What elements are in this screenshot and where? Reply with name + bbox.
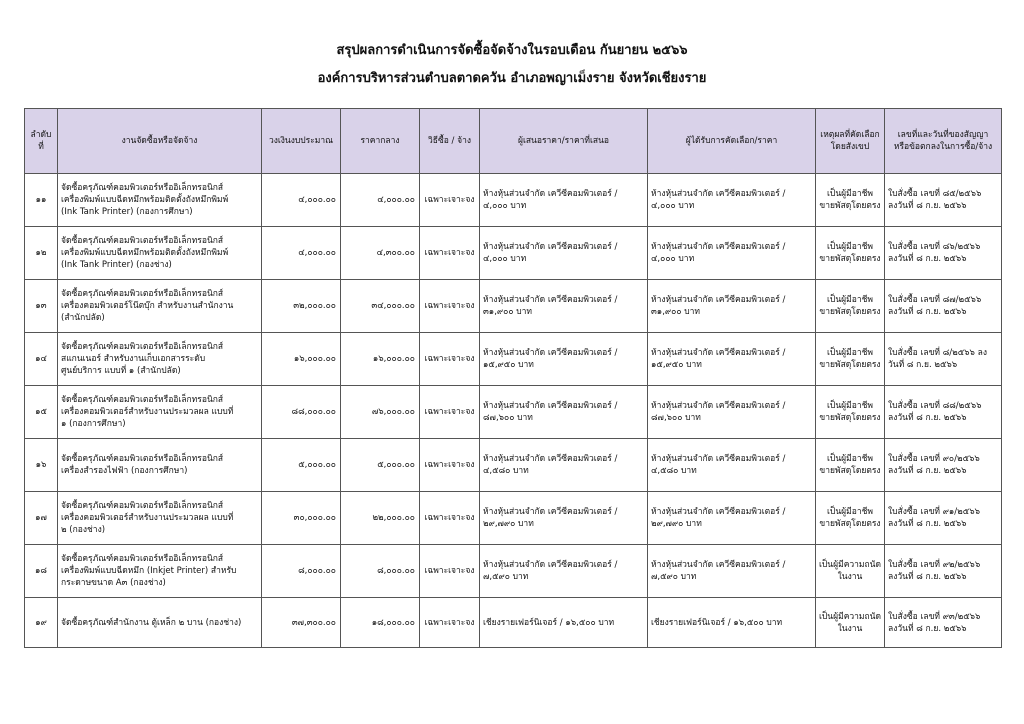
bidder-price — [480, 545, 648, 598]
item-description — [58, 598, 262, 648]
row-number-text: ๑๖ — [35, 460, 47, 470]
header-selected: ผู้ได้รับการคัดเลือก/ราคา — [648, 109, 816, 174]
bidder-price — [480, 439, 648, 492]
procurement-method — [420, 333, 480, 386]
selected-vendor-text: ห้างหุ้นส่วนจำกัด เควีซีคอมพิวเตอร์ / ๒๙,๗๙๐ บาท — [651, 507, 786, 529]
header-method: วิธีซื้อ / จ้าง — [420, 109, 480, 174]
item-description-text: จัดซื้อครุภัณฑ์คอมพิวเตอร์หรืออิเล็กทรอนิกส์ เครื่องพิมพ์แบบฉีดหมึกพร้อมติดตั้งถังหมึกพิมพ์ (Ink Tank Printer) (กองการศึกษา) — [61, 183, 229, 217]
selection-reason — [816, 439, 885, 492]
bidder-price — [480, 598, 648, 648]
procurement-method — [420, 545, 480, 598]
bidder-price-text: ห้างหุ้นส่วนจำกัด เควีซีคอมพิวเตอร์ / ๔,๕๘๐ บาท — [483, 454, 618, 476]
median-price — [341, 439, 420, 492]
median-price-text: ๔,๐๐๐.๐๐ — [377, 195, 415, 205]
procurement-method-text: เฉพาะเจาะจง — [424, 301, 475, 311]
contract-reference — [885, 598, 1002, 648]
contract-reference — [885, 174, 1002, 227]
selected-vendor — [648, 280, 816, 333]
contract-reference — [885, 545, 1002, 598]
item-description — [58, 386, 262, 439]
median-price-text: ๕,๐๐๐.๐๐ — [377, 460, 415, 470]
contract-reference-text: ใบสั่งซื้อ เลขที่ ๙๓/๒๕๖๖ ลงวันที่ ๘ ก.ย. ๒๕๖๖ — [888, 611, 981, 634]
selected-vendor-text: ห้างหุ้นส่วนจำกัด เควีซีคอมพิวเตอร์ / ๗,๕๙๐ บาท — [651, 560, 786, 582]
item-description — [58, 333, 262, 386]
header-row — [25, 109, 1002, 174]
selected-vendor — [648, 439, 816, 492]
procurement-method-text: เฉพาะเจาะจง — [424, 354, 475, 364]
row-number-text: ๑๗ — [35, 513, 47, 523]
selected-vendor-text: ห้างหุ้นส่วนจำกัด เควีซีคอมพิวเตอร์ / ๔,๐๐๐ บาท — [651, 189, 786, 211]
selected-vendor — [648, 598, 816, 648]
procurement-method — [420, 439, 480, 492]
budget-amount-text: ๓๒,๐๐๐.๐๐ — [293, 301, 336, 311]
bidder-price-text: ห้างหุ้นส่วนจำกัด เควีซีคอมพิวเตอร์ / ๗,๕๙๐ บาท — [483, 560, 618, 582]
median-price-text: ๑๘,๐๐๐.๐๐ — [371, 617, 415, 628]
selection-reason — [816, 227, 885, 280]
procurement-method — [420, 386, 480, 439]
row-number — [25, 439, 58, 492]
row-number — [25, 545, 58, 598]
selected-vendor-text: ห้างหุ้นส่วนจำกัด เควีซีคอมพิวเตอร์ / ๔,๕๘๐ บาท — [651, 454, 786, 476]
median-price — [341, 492, 420, 545]
item-description — [58, 174, 262, 227]
procurement-method-text: เฉพาะเจาะจง — [424, 566, 475, 576]
selected-vendor — [648, 545, 816, 598]
contract-reference-text: ใบสั่งซื้อ เลขที่ ๘๕/๒๕๖๖ ลงวันที่ ๘ ก.ย. ๒๕๖๖ — [888, 189, 982, 211]
contract-reference — [885, 227, 1002, 280]
document-title: สรุปผลการดำเนินการจัดซื้อจัดจ้างในรอบเดือน กันยายน ๒๕๖๖ — [336, 43, 688, 58]
contract-reference-text: ใบสั่งซื้อ เลขที่ ๘๗/๒๕๖๖ ลงวันที่ ๘ ก.ย. ๒๕๖๖ — [888, 295, 982, 317]
selection-reason — [816, 280, 885, 333]
budget-amount — [262, 598, 341, 648]
contract-reference-text: ใบสั่งซื้อ เลขที่ ๘๖/๒๕๖๖ ลงวันที่ ๘ ก.ย. ๒๕๖๖ — [888, 242, 981, 264]
bidder-price-text: ห้างหุ้นส่วนจำกัด เควีซีคอมพิวเตอร์ / ๓๑,๙๐๐ บาท — [483, 295, 618, 317]
selection-reason — [816, 386, 885, 439]
budget-amount-text: ๔,๐๐๐.๐๐ — [298, 195, 336, 205]
item-description-text: จัดซื้อครุภัณฑ์สำนักงาน ตู้เหล็ก ๒ บาน (กองช่าง) — [61, 617, 242, 628]
item-description-text: จัดซื้อครุภัณฑ์คอมพิวเตอร์หรืออิเล็กทรอนิกส์ สแกนเนอร์ สำหรับงานเก็บเอกสารระดับ ศูนย์บริการ แบบที่ ๑ (สำนักปลัด) — [61, 342, 224, 376]
procurement-table — [24, 108, 1002, 648]
selection-reason — [816, 598, 885, 648]
row-number-text: ๑๕ — [35, 407, 47, 417]
contract-reference — [885, 280, 1002, 333]
selection-reason-text: เป็นผู้มีอาชีพ ขายพัสดุโดยตรง — [819, 454, 881, 476]
table-row — [25, 492, 1002, 545]
bidder-price — [480, 174, 648, 227]
header-median-price: ราคากลาง — [341, 109, 420, 174]
bidder-price-text: ห้างหุ้นส่วนจำกัด เควีซีคอมพิวเตอร์ / ๔,๐๐๐ บาท — [483, 189, 618, 211]
item-description — [58, 492, 262, 545]
budget-amount — [262, 333, 341, 386]
header-contract: เลขที่และวันที่ของสัญญา หรือข้อตกลงในการซื้อ/จ้าง — [885, 109, 1002, 174]
item-description — [58, 280, 262, 333]
item-description-text: จัดซื้อครุภัณฑ์คอมพิวเตอร์หรืออิเล็กทรอนิกส์ เครื่องคอมพิวเตอร์สำหรับงานประมวลผล แบบที่ ๒ (กองช่าง) — [61, 501, 234, 535]
item-description-text: จัดซื้อครุภัณฑ์คอมพิวเตอร์หรืออิเล็กทรอนิกส์ เครื่องคอมพิวเตอร์สำหรับงานประมวลผล แบบที่ ๑ (กองการศึกษา) — [61, 395, 234, 429]
row-number-text: ๑๑ — [35, 195, 47, 205]
table-row — [25, 227, 1002, 280]
selected-vendor — [648, 174, 816, 227]
budget-amount — [262, 439, 341, 492]
bidder-price-text: ห้างหุ้นส่วนจำกัด เควีซีคอมพิวเตอร์ / ๔,๐๐๐ บาท — [483, 242, 618, 264]
selected-vendor — [648, 227, 816, 280]
header-reason: เหตุผลที่คัดเลือก โดยสังเขป — [816, 109, 885, 174]
bidder-price — [480, 227, 648, 280]
budget-amount — [262, 227, 341, 280]
item-description — [58, 545, 262, 598]
selection-reason-text: เป็นผู้มีอาชีพ ขายพัสดุโดยตรง — [819, 295, 881, 317]
median-price — [341, 386, 420, 439]
median-price — [341, 545, 420, 598]
median-price — [341, 598, 420, 648]
procurement-method-text: เฉพาะเจาะจง — [424, 460, 475, 470]
procurement-method — [420, 492, 480, 545]
contract-reference-text: ใบสั่งซื้อ เลขที่ ๘๘/๒๕๖๖ ลงวันที่ ๘ ก.ย. ๒๕๖๖ — [888, 401, 982, 423]
procurement-method — [420, 227, 480, 280]
item-description-text: จัดซื้อครุภัณฑ์คอมพิวเตอร์หรืออิเล็กทรอนิกส์ เครื่องคอมพิวเตอร์โน๊ตบุ๊ก สำหรับงานสำนักงาน (สำนักปลัด) — [61, 289, 234, 323]
median-price-text: ๓๔,๐๐๐.๐๐ — [371, 301, 415, 311]
bidder-price — [480, 333, 648, 386]
contract-reference — [885, 439, 1002, 492]
header-no: ลำดับที่ — [25, 109, 58, 174]
table-row — [25, 333, 1002, 386]
header-bidders: ผู้เสนอราคา/ราคาที่เสนอ — [480, 109, 648, 174]
budget-amount-text: ๓๗,๓๐๐.๐๐ — [291, 617, 336, 628]
row-number — [25, 333, 58, 386]
budget-amount — [262, 280, 341, 333]
procurement-method — [420, 598, 480, 648]
selection-reason-text: เป็นผู้มีอาชีพ ขายพัสดุโดยตรง — [819, 507, 881, 529]
median-price — [341, 333, 420, 386]
item-description — [58, 227, 262, 280]
selected-vendor — [648, 333, 816, 386]
median-price-text: ๒๒,๐๐๐.๐๐ — [372, 513, 415, 523]
budget-amount-text: ๓๐,๐๐๐.๐๐ — [293, 513, 336, 523]
contract-reference — [885, 492, 1002, 545]
selected-vendor-text: ห้างหุ้นส่วนจำกัด เควีซีคอมพิวเตอร์ / ๘๗,๖๐๐ บาท — [651, 401, 786, 423]
table-row — [25, 280, 1002, 333]
row-number — [25, 280, 58, 333]
budget-amount-text: ๘๘,๐๐๐.๐๐ — [291, 407, 336, 417]
selected-vendor-text: ห้างหุ้นส่วนจำกัด เควีซีคอมพิวเตอร์ / ๔,๐๐๐ บาท — [651, 242, 786, 264]
budget-amount — [262, 492, 341, 545]
budget-amount-text: ๔,๐๐๐.๐๐ — [298, 248, 336, 258]
median-price-text: ๔,๓๐๐.๐๐ — [376, 248, 415, 258]
header-item: งานจัดซื้อหรือจัดจ้าง — [58, 109, 262, 174]
item-description-text: จัดซื้อครุภัณฑ์คอมพิวเตอร์หรืออิเล็กทรอนิกส์ เครื่องสำรองไฟฟ้า (กองการศึกษา) — [61, 454, 224, 476]
contract-reference-text: ใบสั่งซื้อ เลขที่ ๙๑/๒๕๖๖ ลงวันที่ ๘ ก.ย. ๒๕๖๖ — [888, 507, 981, 529]
item-description-text: จัดซื้อครุภัณฑ์คอมพิวเตอร์หรืออิเล็กทรอนิกส์ เครื่องพิมพ์แบบฉีดหมึก (Inkjet Printer) สำหรับ กระดาษขนาด A๓ (กองช่าง) — [61, 554, 237, 588]
table-row — [25, 545, 1002, 598]
procurement-method — [420, 280, 480, 333]
selected-vendor-text: ห้างหุ้นส่วนจำกัด เควีซีคอมพิวเตอร์ / ๑๕,๙๕๐ บาท — [651, 348, 786, 370]
procurement-method-text: เฉพาะเจาะจง — [424, 248, 475, 258]
selection-reason-text: เป็นผู้มีอาชีพ ขายพัสดุโดยตรง — [819, 242, 881, 264]
procurement-method-text: เฉพาะเจาะจง — [424, 617, 475, 628]
bidder-price — [480, 280, 648, 333]
bidder-price — [480, 492, 648, 545]
selection-reason-text: เป็นผู้มีอาชีพ ขายพัสดุโดยตรง — [819, 401, 881, 423]
selection-reason — [816, 545, 885, 598]
budget-amount-text: ๕,๐๐๐.๐๐ — [298, 460, 336, 470]
procurement-method-text: เฉพาะเจาะจง — [424, 513, 475, 523]
table-row — [25, 386, 1002, 439]
bidder-price-text: ห้างหุ้นส่วนจำกัด เควีซีคอมพิวเตอร์ / ๘๗,๖๐๐ บาท — [483, 401, 618, 423]
bidder-price-text: ห้างหุ้นส่วนจำกัด เควีซีคอมพิวเตอร์ / ๒๙,๗๙๐ บาท — [483, 507, 618, 529]
selection-reason — [816, 333, 885, 386]
budget-amount — [262, 174, 341, 227]
selection-reason-text: เป็นผู้มีความถนัด ในงาน — [819, 611, 882, 634]
selection-reason — [816, 492, 885, 545]
row-number-text: ๑๔ — [35, 354, 47, 364]
row-number — [25, 386, 58, 439]
budget-amount-text: ๑๖,๐๐๐.๐๐ — [293, 354, 336, 364]
contract-reference-text: ใบสั่งซื้อ เลขที่ ๘/๒๕๖๖ ลง วันที่ ๘ ก.ย. ๒๕๖๖ — [888, 348, 987, 370]
procurement-method — [420, 174, 480, 227]
row-number-text: ๑๘ — [35, 566, 47, 576]
median-price — [341, 174, 420, 227]
row-number — [25, 492, 58, 545]
bidder-price-text: ห้างหุ้นส่วนจำกัด เควีซีคอมพิวเตอร์ / ๑๕,๙๕๐ บาท — [483, 348, 618, 370]
selection-reason-text: เป็นผู้มีความถนัด ในงาน — [819, 560, 882, 582]
table-row — [25, 598, 1002, 648]
contract-reference-text: ใบสั่งซื้อ เลขที่ ๙๒/๒๕๖๖ ลงวันที่ ๘ ก.ย. ๒๕๖๖ — [888, 560, 981, 582]
bidder-price — [480, 386, 648, 439]
selection-reason — [816, 174, 885, 227]
procurement-method-text: เฉพาะเจาะจง — [424, 195, 475, 205]
median-price-text: ๑๖,๐๐๐.๐๐ — [372, 354, 415, 364]
median-price — [341, 227, 420, 280]
contract-reference-text: ใบสั่งซื้อ เลขที่ ๙๐/๒๕๖๖ ลงวันที่ ๘ ก.ย. ๒๕๖๖ — [888, 454, 980, 476]
contract-reference — [885, 333, 1002, 386]
procurement-method-text: เฉพาะเจาะจง — [424, 407, 475, 417]
contract-reference — [885, 386, 1002, 439]
row-number — [25, 227, 58, 280]
selected-vendor — [648, 492, 816, 545]
row-number — [25, 598, 58, 648]
row-number-text: ๑๓ — [35, 301, 47, 311]
selected-vendor-text: ห้างหุ้นส่วนจำกัด เควีซีคอมพิวเตอร์ / ๓๑,๙๐๐ บาท — [651, 295, 786, 317]
median-price-text: ๘,๐๐๐.๐๐ — [377, 566, 415, 576]
table-row — [25, 174, 1002, 227]
budget-amount-text: ๘,๐๐๐.๐๐ — [298, 566, 336, 576]
item-description — [58, 439, 262, 492]
item-description-text: จัดซื้อครุภัณฑ์คอมพิวเตอร์หรืออิเล็กทรอนิกส์ เครื่องพิมพ์แบบฉีดหมึกพร้อมติดตั้งถังหมึกพิมพ์ (Ink Tank Printer) (กองช่าง) — [61, 236, 229, 270]
selected-vendor — [648, 386, 816, 439]
table-row — [25, 439, 1002, 492]
row-number-text: ๑๙ — [35, 617, 47, 628]
budget-amount — [262, 386, 341, 439]
budget-amount — [262, 545, 341, 598]
header-budget: วงเงินงบประมาณ — [262, 109, 341, 174]
selection-reason-text: เป็นผู้มีอาชีพ ขายพัสดุโดยตรง — [819, 348, 881, 370]
median-price — [341, 280, 420, 333]
bidder-price-text: เชียงรายเฟอร์นิเจอร์ / ๑๖,๕๐๐ บาท — [483, 617, 615, 628]
selected-vendor-text: เชียงรายเฟอร์นิเจอร์ / ๑๖,๕๐๐ บาท — [651, 617, 783, 628]
document-subtitle: องค์การบริหารส่วนตำบลตาดควัน อำเภอพญาเม็งราย จังหวัดเชียงราย — [317, 71, 707, 86]
row-number-text: ๑๒ — [35, 248, 47, 258]
selection-reason-text: เป็นผู้มีอาชีพ ขายพัสดุโดยตรง — [819, 189, 881, 211]
median-price-text: ๗๖,๐๐๐.๐๐ — [371, 407, 415, 417]
row-number — [25, 174, 58, 227]
